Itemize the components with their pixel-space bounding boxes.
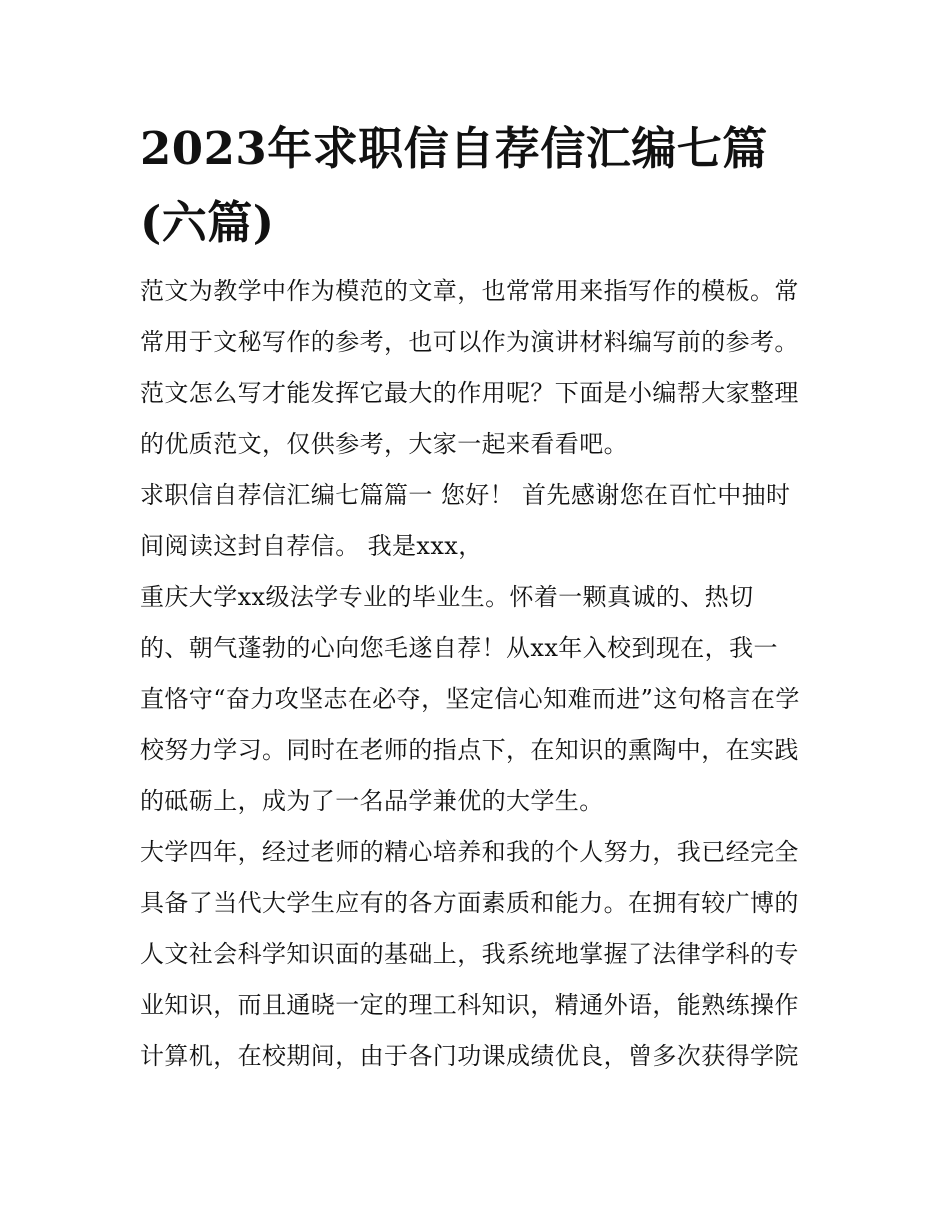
- text-line: 常用于文秘写作的参考，也可以作为演讲材料编写前的参考。: [140, 328, 799, 356]
- text-line: 直恪守“奋力攻坚志在必夺，坚定信心知难而进”这句格言在学: [140, 685, 800, 713]
- text-line: 大学四年，经过老师的精心培养和我的个人努力，我已经完全: [140, 838, 799, 866]
- intro-paragraph: [140, 266, 812, 470]
- text-line: 范文为教学中作为模范的文章，也常常用来指写作的模板。常: [140, 277, 799, 305]
- text-line: 的砥砺上，成为了一名品学兼优的大学生。: [140, 787, 604, 815]
- title-line: 2023年求职信自荐信汇编七篇: [140, 122, 768, 175]
- text-line: 计算机，在校期间，由于各门功课成绩优良，曾多次获得学院: [140, 1042, 799, 1070]
- greeting-paragraph: [140, 470, 812, 572]
- title-line: (六篇): [140, 196, 275, 249]
- text-line: 具备了当代大学生应有的各方面素质和能力。在拥有较广博的: [140, 889, 799, 917]
- text-line: 的优质范文，仅供参考，大家一起来看看吧。: [140, 430, 628, 458]
- text-line: 校努力学习。同时在老师的指点下，在知识的熏陶中，在实践: [140, 736, 799, 764]
- qualifications-paragraph: [140, 827, 812, 1082]
- text-line: 业知识，而且通晓一定的理工科知识，精通外语，能熟练操作: [140, 991, 799, 1019]
- text-line: 人文社会科学知识面的基础上，我系统地掌握了法律学科的专: [140, 940, 799, 968]
- text-line: 间阅读这封自荐信。 我是xxx，: [140, 532, 483, 560]
- self-introduction-paragraph: [140, 572, 812, 827]
- text-line: 求职信自荐信汇编七篇篇一 您好！ 首先感谢您在百忙中抽时: [140, 481, 791, 509]
- text-line: 的、朝气蓬勃的心向您毛遂自荐！从xx年入校到现在，我一: [140, 634, 778, 662]
- document-title: [140, 112, 812, 260]
- document-page: [140, 112, 812, 1082]
- text-line: 范文怎么写才能发挥它最大的作用呢？下面是小编帮大家整理: [140, 379, 799, 407]
- text-line: 重庆大学xx级法学专业的毕业生。怀着一颗真诚的、热切: [140, 583, 754, 611]
